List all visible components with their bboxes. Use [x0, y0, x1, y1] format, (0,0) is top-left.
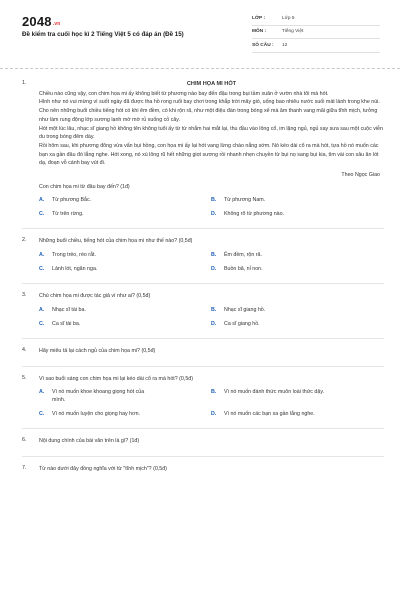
meta-row-subject [252, 26, 380, 40]
option-label: B. [211, 197, 217, 204]
meta-table [252, 12, 380, 53]
option-label: C. [39, 211, 45, 218]
question-text: Nội dung chính của bài văn trên là gì? (1đ) [39, 438, 140, 445]
question-divider [22, 338, 384, 339]
option-label: A. [39, 197, 45, 204]
passage-paragraph: Hình như nó vui mừng vì suốt ngày đã được tha hồ rong ruổi bay chơi trong khắp trời mây gió, uống bao nhiêu nước suối mát lành trong khe núi. Cho nên những buổi chiều tiếng hót có khi êm đềm, có khi rộn rã, như một điệu đàn trong bóng xế mà âm thanh vang mãi giữa tĩnh mịch, tưởng như làm rung động lớp sương lạnh mờ mờ rủ xuống cỏ cây. [39, 99, 380, 123]
option-c[interactable] [39, 210, 211, 218]
option-text: Vì nó muốn luyện cho giọng hay hơn. [52, 411, 140, 418]
option-c[interactable] [39, 265, 211, 273]
meta-value: 12 [282, 42, 288, 48]
question-number: 2. [22, 237, 27, 244]
option-text: Nhạc sĩ giang hồ. [224, 306, 266, 313]
passage-title: CHIM HỌA MI HÓT [186, 81, 237, 87]
option-text: Vì nó muốn đánh thức muôn loài thức dậy. [224, 389, 325, 396]
option-text: Êm đềm, rộn rã. [224, 252, 262, 259]
option-text: Từ trên rừng. [52, 211, 84, 218]
option-a[interactable] [39, 306, 211, 314]
meta-key: LỚP : [252, 15, 266, 21]
option-b[interactable] [211, 306, 383, 314]
option-text: Ca sĩ tài ba. [52, 320, 81, 327]
question-list [22, 80, 384, 484]
question-divider [22, 456, 384, 457]
option-text: Nhạc sĩ tài ba. [52, 306, 86, 313]
meta-value: Lớp 5 [282, 15, 295, 21]
question-number: 7. [22, 464, 27, 471]
option-text: Vì nó muốn các bạn xa gần lắng nghe. [224, 411, 315, 418]
option-label: D. [211, 411, 217, 418]
option-d[interactable] [211, 265, 383, 273]
options-grid [39, 196, 384, 218]
meta-row-count [252, 39, 380, 53]
option-label: A. [39, 252, 45, 259]
question-number: 1. [22, 80, 27, 86]
meta-value: Tiếng Việt [282, 29, 304, 35]
logo-suffix: .vn [52, 21, 61, 27]
site-logo[interactable] [22, 14, 61, 29]
option-label: A. [39, 389, 45, 396]
question-divider [22, 283, 384, 284]
question-7 [22, 465, 384, 474]
question-divider [22, 228, 384, 229]
option-a[interactable] [39, 251, 211, 259]
passage-paragraph: Chiều nào cũng vậy, con chim họa mi ấy không biết từ phương nào bay đến đậu trong bụi tầm xuân ở vườn nhà tôi mà hót. [39, 90, 329, 97]
option-b[interactable] [211, 251, 383, 259]
meta-row-class [252, 12, 380, 26]
passage-author: Theo Ngọc Giao [341, 172, 380, 179]
option-text: Trong trẻo, réo rắt. [52, 252, 96, 259]
option-label: C. [39, 411, 45, 418]
question-number: 4. [22, 346, 27, 353]
question-text: Chú chim họa mi được tác giả ví như ai? (0,5đ) [39, 293, 151, 300]
question-5 [22, 375, 384, 419]
document-title: Đề kiểm tra cuối học kì 2 Tiếng Việt 5 có đáp án (Đề 15) [22, 31, 184, 38]
option-d[interactable] [211, 320, 383, 328]
option-b[interactable] [211, 388, 383, 404]
option-label: B. [211, 252, 217, 259]
question-text: Vì sao buổi sáng con chim họa mi lại kéo dài cổ ra mà hót? (0,5đ) [39, 375, 193, 382]
option-a[interactable] [39, 388, 211, 404]
option-text: Từ phương Nam. [224, 197, 266, 204]
header-divider [0, 68, 400, 69]
question-divider [22, 428, 384, 429]
option-label: D. [211, 320, 217, 327]
reading-passage [39, 90, 384, 168]
option-d[interactable] [211, 210, 383, 218]
question-3 [22, 292, 384, 328]
option-label: D. [211, 211, 217, 218]
option-text: Lảnh lót, ngân nga. [52, 266, 98, 273]
options-grid [39, 388, 384, 418]
passage-paragraph: Rồi hôm sau, khi phương đông vừa vẩn bụi hồng, con họa mi ấy lại hót vang lừng chào nắng sớm. Nó kéo dài cổ ra mà hót, tựa hồ nó muốn các bạn xa gần đâu đó lắng nghe. Hót xong, nó xù lông rũ hết những giọt sương rồi nhanh nhẹn chuyền từ bụi nọ sang bụi kia, tìm vài con sâu ăn lót dạ, đoạn vỗ cánh bay vút đi. [39, 142, 379, 167]
options-grid [39, 251, 384, 273]
option-label: A. [39, 306, 45, 313]
question-number: 6. [22, 437, 27, 444]
question-text: Những buổi chiều, tiếng hót của chim họa mi như thế nào? (0,5đ) [39, 238, 193, 245]
question-4 [22, 347, 384, 356]
question-text: Từ nào dưới đây đồng nghĩa với từ "tĩnh mịch"? (0,5đ) [39, 465, 167, 472]
option-text: Từ phương Bắc. [52, 197, 92, 204]
option-b[interactable] [211, 196, 383, 204]
passage-paragraph: Hót một lúc lâu, nhạc sĩ giang hồ không tên không tuổi ấy từ từ nhắm hai mắt lại, thu đầu vào lông cổ, im lặng ngủ, ngủ say sưa sau một cuộc viễn du trong bóng đêm dày. [39, 125, 383, 141]
option-text: Ca sĩ giang hồ. [224, 320, 260, 327]
options-grid [39, 306, 384, 328]
option-label: B. [211, 306, 217, 313]
option-c[interactable] [39, 410, 211, 418]
question-2 [22, 237, 384, 273]
meta-key: SỐ CÂU : [252, 42, 274, 48]
option-label: B. [211, 389, 217, 396]
question-6 [22, 437, 384, 446]
question-number: 3. [22, 292, 27, 299]
option-label: C. [39, 320, 45, 327]
question-number: 5. [22, 374, 27, 381]
option-label: D. [211, 266, 217, 273]
page-header [0, 0, 400, 68]
option-text: Buồn bã, nỉ non. [224, 266, 263, 273]
question-divider [22, 366, 384, 367]
question-text: Hãy miêu tả lại cách ngủ của chim họa mi? (0,5đ) [39, 347, 156, 354]
option-label: C. [39, 266, 45, 273]
option-a[interactable] [39, 196, 211, 204]
option-text: Vì nó muốn khoe khoang giọng hót của mình. [52, 389, 145, 404]
option-c[interactable] [39, 320, 211, 328]
question-1 [22, 80, 384, 218]
logo-text: 2048 [22, 14, 52, 29]
meta-key: MÔN : [252, 29, 267, 35]
question-text: Con chim họa mi từ đâu bay đến? (1đ) [39, 183, 130, 190]
option-text: Không rõ từ phương nào. [224, 211, 285, 218]
option-d[interactable] [211, 410, 383, 418]
